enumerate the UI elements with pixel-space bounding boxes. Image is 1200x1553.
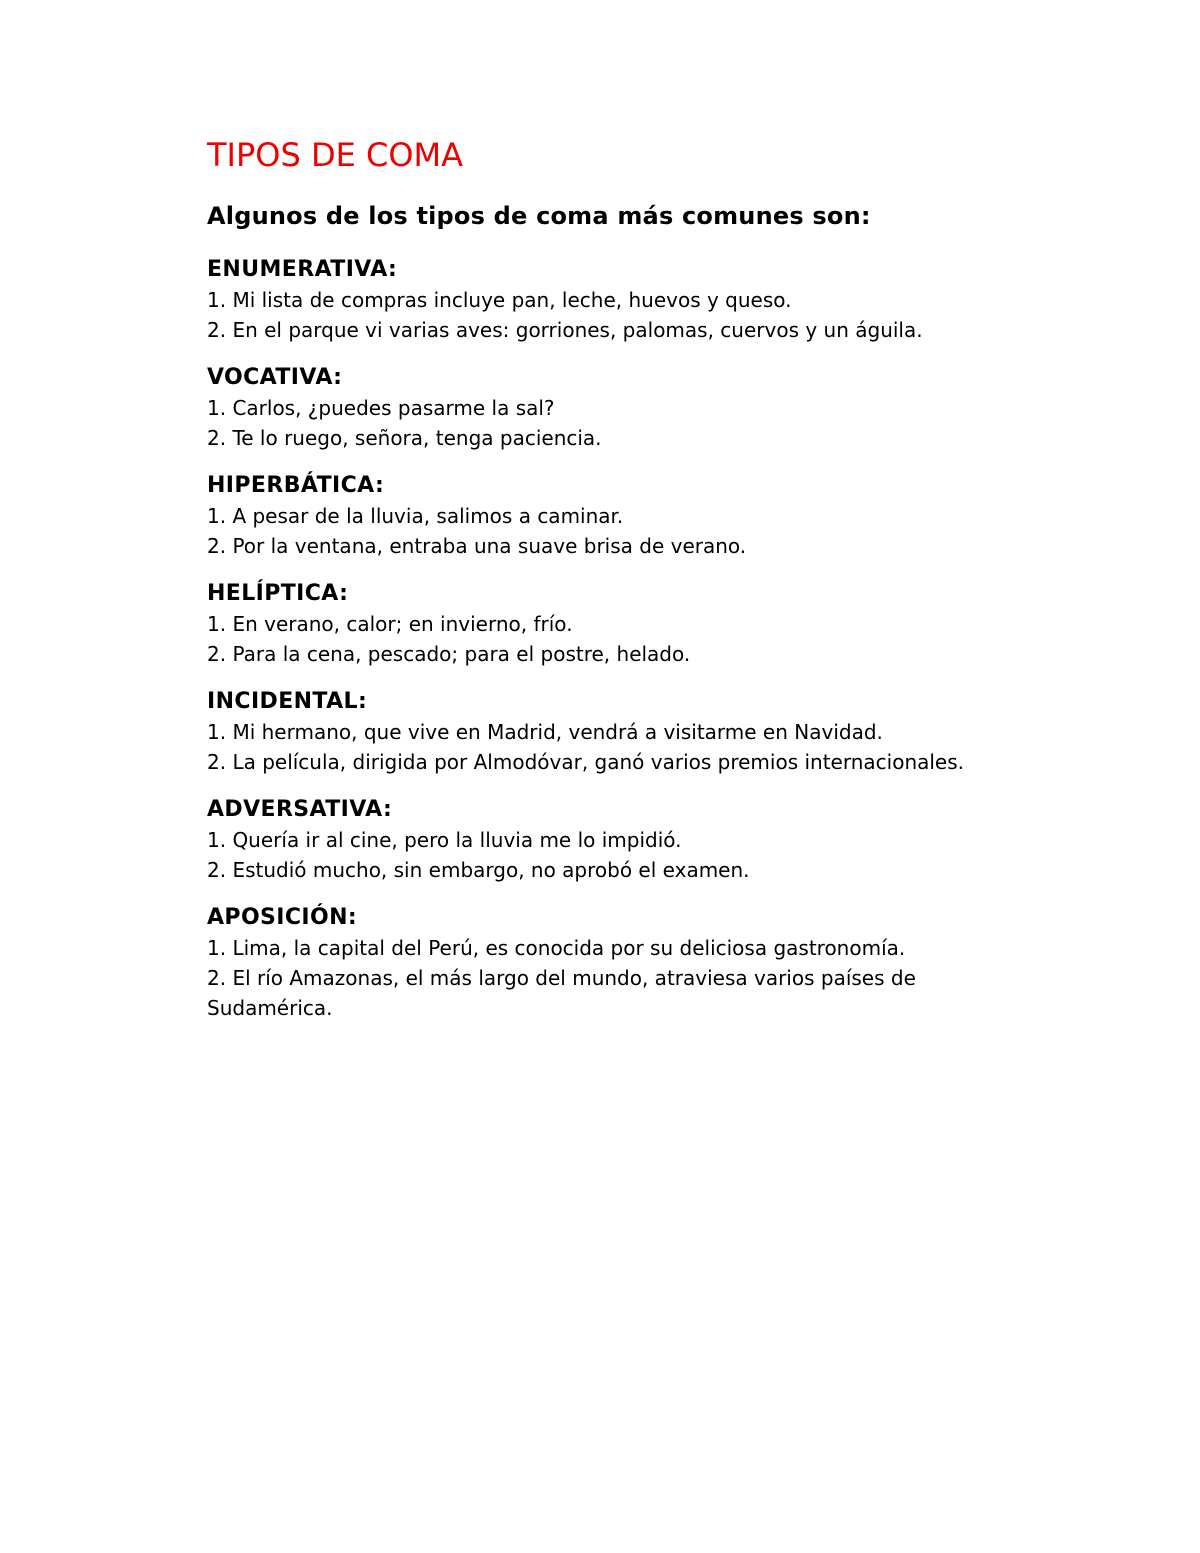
section-heading: ENUMERATIVA: — [207, 257, 398, 282]
example-line: 1. A pesar de la lluvia, salimos a caminar. — [207, 504, 624, 528]
example-line: 1. Carlos, ¿puedes pasarme la sal? — [207, 396, 555, 420]
section-vocativa — [207, 363, 1007, 453]
example-line: 1. Mi hermano, que vive en Madrid, vendrá a visitarme en Navidad. — [207, 720, 883, 744]
section-heading: HELÍPTICA: — [207, 581, 349, 606]
document-subtitle: Algunos de los tipos de coma más comunes son: — [207, 202, 871, 230]
example-line: 2. La película, dirigida por Almodóvar, ganó varios premios internacionales. — [207, 750, 965, 774]
example-line: 2. En el parque vi varias aves: gorriones, palomas, cuervos y un águila. — [207, 318, 923, 342]
example-line: 2. Para la cena, pescado; para el postre, helado. — [207, 642, 691, 666]
section-incidental — [207, 687, 1007, 777]
example-line: 1. Lima, la capital del Perú, es conocida por su deliciosa gastronomía. — [207, 936, 906, 960]
section-aposicion — [207, 903, 1007, 1023]
example-line: 1. En verano, calor; en invierno, frío. — [207, 612, 573, 636]
example-line: 2. Te lo ruego, señora, tenga paciencia. — [207, 426, 602, 450]
section-adversativa — [207, 795, 1007, 885]
section-heading: ADVERSATIVA: — [207, 797, 393, 822]
section-heading: APOSICIÓN: — [207, 905, 358, 930]
section-heading: HIPERBÁTICA: — [207, 473, 385, 498]
example-line: 2. Por la ventana, entraba una suave brisa de verano. — [207, 534, 747, 558]
example-line: 2. Estudió mucho, sin embargo, no aprobó el examen. — [207, 858, 750, 882]
section-heliptica — [207, 579, 1007, 669]
section-hiperbatica — [207, 471, 1007, 561]
section-enumerativa — [207, 255, 1007, 345]
section-heading: INCIDENTAL: — [207, 689, 368, 714]
document-page — [207, 130, 1007, 1023]
section-heading: VOCATIVA: — [207, 365, 343, 390]
document-title: TIPOS DE COMA — [207, 136, 464, 174]
example-line: 1. Quería ir al cine, pero la lluvia me lo impidió. — [207, 828, 682, 852]
sections-list — [207, 255, 1007, 1023]
example-line: 1. Mi lista de compras incluye pan, leche, huevos y queso. — [207, 288, 792, 312]
example-line: 2. El río Amazonas, el más largo del mundo, atraviesa varios países de Sudamérica. — [207, 966, 916, 1020]
